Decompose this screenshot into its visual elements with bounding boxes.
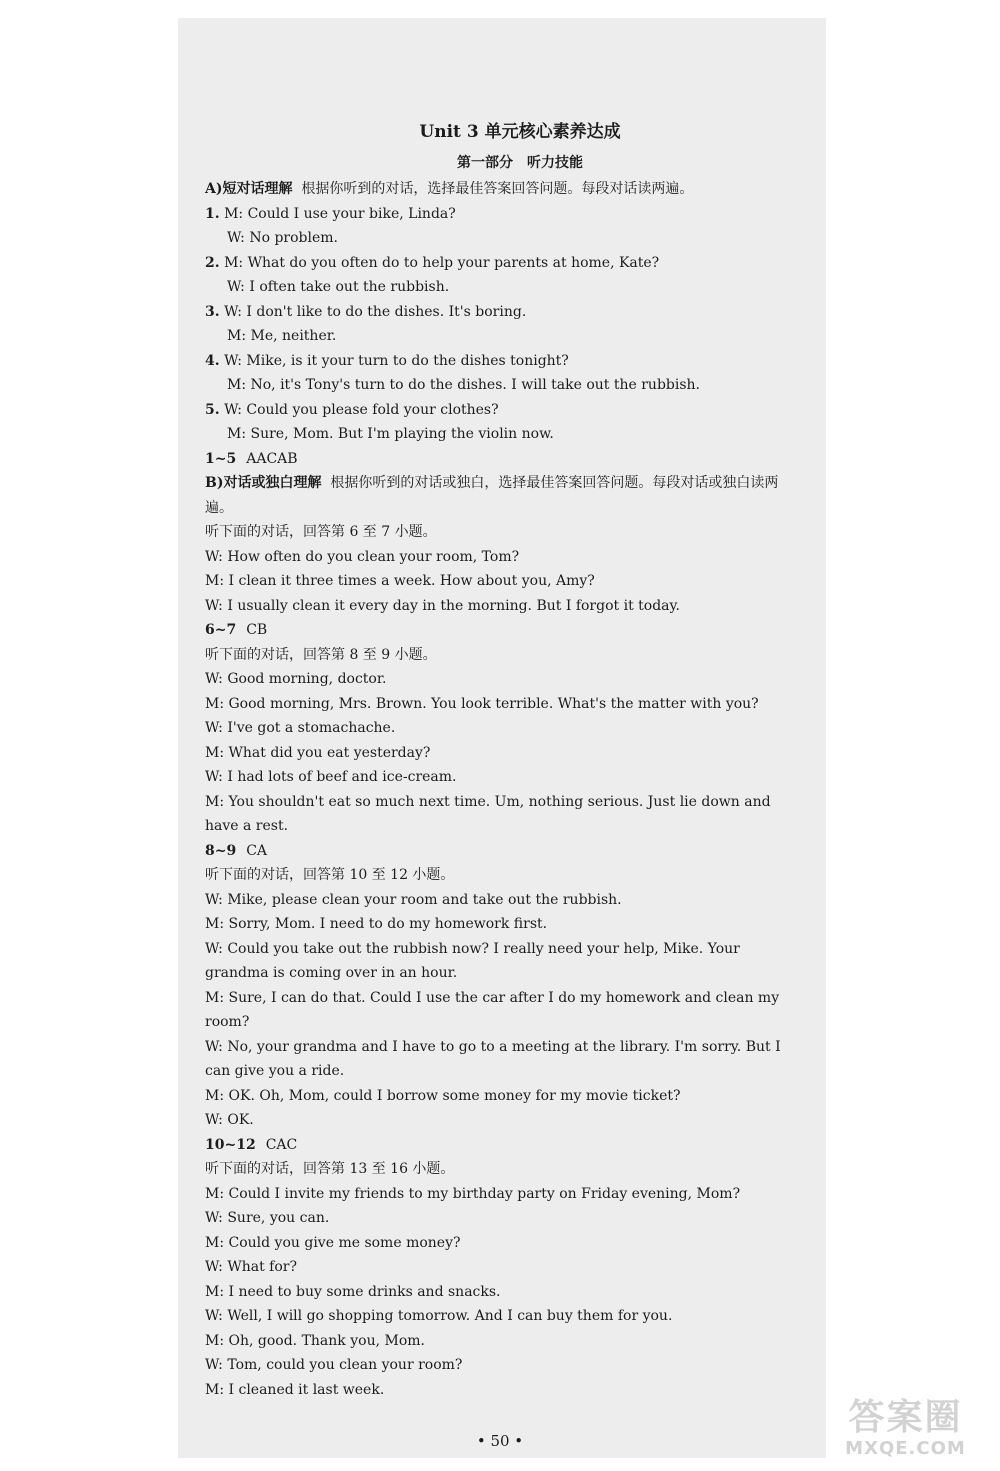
dialogue-line: W: Sure, you can. (205, 1210, 330, 1226)
section-a-instruction: 根据你听到的对话，选择最佳答案回答问题。每段对话读两遍。 (301, 181, 694, 197)
dialogue-line: W: No problem. (227, 230, 339, 246)
dialogue-line: W: I've got a stomachache. (205, 720, 396, 736)
group-intro: 听下面的对话，回答第 13 至 16 小题。 (205, 1161, 455, 1177)
answer-key: 6~7 CB (205, 622, 268, 638)
page-title: Unit 3 单元核心素养达成 (419, 122, 621, 142)
section-a-item: 1. M: Could I use your bike, Linda? W: No problem. (205, 205, 456, 246)
group-intro: 听下面的对话，回答第 8 至 9 小题。 (205, 646, 437, 663)
dialogue-line: M: What do you often do to help your parents at home, Kate? (224, 254, 660, 271)
dialogue-line: M: Could you give me some money? (205, 1234, 461, 1251)
dialogue-line: W: I don't like to do the dishes. It's boring. (224, 303, 527, 320)
section-a-item: 2. M: What do you often do to help your parents at home, Kate? W: I often take out the rubbish. (205, 254, 660, 295)
dialogue-line: W: How often do you clean your room, Tom? (205, 548, 520, 565)
dialogue-line: M: Oh, good. Thank you, Mom. (205, 1332, 425, 1349)
section-a-heading (205, 177, 805, 202)
dialogue-line: M: OK. Oh, Mom, could I borrow some money for my movie ticket? (205, 1087, 681, 1104)
section-a-item: 3. W: I don't like to do the dishes. It's boring. M: Me, neither. (205, 303, 527, 344)
dialogue-line: W: I usually clean it every day in the morning. But I forgot it today. (205, 597, 681, 614)
watermark-url: MXQE.COM (845, 1438, 966, 1459)
dialogue-line: M: Sure, I can do that. Could I use the car after I do my homework and clean my room? (205, 989, 780, 1030)
answer-key: 8~9 CA (205, 842, 268, 859)
watermark-logo: 答案圈 (848, 1397, 963, 1438)
dialogue-line: W: Tom, could you clean your room? (205, 1357, 463, 1373)
dialogue-line: W: Could you take out the rubbish now? I really need your help, Mike. Your grandma is coming over in an hour. (205, 940, 740, 981)
dialogue-line: M: Me, neither. (227, 328, 337, 344)
section-a-item: 4. W: Mike, is it your turn to do the dishes tonight? M: No, it's Tony's turn to do the dishes. I will take out the rubbish. (205, 352, 700, 393)
section-a-label: A)短对话理解 (205, 181, 293, 197)
section-a-item: 5. W: Could you please fold your clothes? M: Sure, Mom. But I'm playing the violin now. (205, 401, 554, 442)
dialogue-line: M: I clean it three times a week. How about you, Amy? (205, 573, 595, 589)
answer-key: 1~5 AACAB (205, 450, 298, 467)
dialogue-line: W: Could you please fold your clothes? (224, 401, 499, 418)
dialogue-line: W: What for? (205, 1259, 297, 1275)
dialogue-line: M: Sorry, Mom. I need to do my homework first. (205, 916, 548, 932)
section-b-heading (205, 471, 805, 520)
dialogue-line: M: Could I use your bike, Linda? (224, 205, 456, 222)
section-b-instruction: 根据你听到的对话或独白，选择最佳答案回答问题。每段对话或独白读两遍。 (205, 475, 779, 516)
dialogue-line: M: What did you eat yesterday? (205, 744, 431, 761)
dialogue-line: M: Sure, Mom. But I'm playing the violin now. (227, 426, 554, 442)
dialogue-line: W: Mike, is it your turn to do the dishes tonight? (224, 352, 569, 369)
dialogue-line: M: I cleaned it last week. (205, 1381, 385, 1398)
dialogue-line: W: Mike, please clean your room and take out the rubbish. (205, 891, 622, 908)
group-intro: 听下面的对话，回答第 10 至 12 小题。 (205, 867, 455, 883)
dialogue-line: W: OK. (205, 1112, 254, 1128)
dialogue-line: W: No, your grandma and I have to go to a meeting at the library. I'm sorry. But I can give you a ride. (205, 1038, 781, 1079)
dialogue-line: M: I need to buy some drinks and snacks. (205, 1283, 501, 1300)
dialogue-line: W: Well, I will go shopping tomorrow. And I can buy them for you. (205, 1308, 673, 1324)
answer-key: 10~12 CAC (205, 1136, 298, 1153)
document-content (205, 120, 805, 1402)
dialogue-line: W: I often take out the rubbish. (227, 279, 450, 295)
part-heading: 第一部分 听力技能 (457, 154, 583, 171)
page-number: • 50 • (476, 1432, 524, 1450)
site-watermark (818, 1398, 993, 1468)
dialogue-line: M: You shouldn't eat so much next time. Um, nothing serious. Just lie down and have a rest. (205, 793, 771, 834)
section-b-label: B)对话或独白理解 (205, 475, 322, 491)
dialogue-line: W: I had lots of beef and ice-cream. (205, 769, 457, 785)
group-intro: 听下面的对话，回答第 6 至 7 小题。 (205, 524, 437, 540)
dialogue-line: W: Good morning, doctor. (205, 671, 387, 687)
dialogue-line: M: Good morning, Mrs. Brown. You look terrible. What's the matter with you? (205, 695, 759, 712)
dialogue-line: M: Could I invite my friends to my birthday party on Friday evening, Mom? (205, 1185, 741, 1202)
dialogue-line: M: No, it's Tony's turn to do the dishes. I will take out the rubbish. (227, 377, 700, 393)
